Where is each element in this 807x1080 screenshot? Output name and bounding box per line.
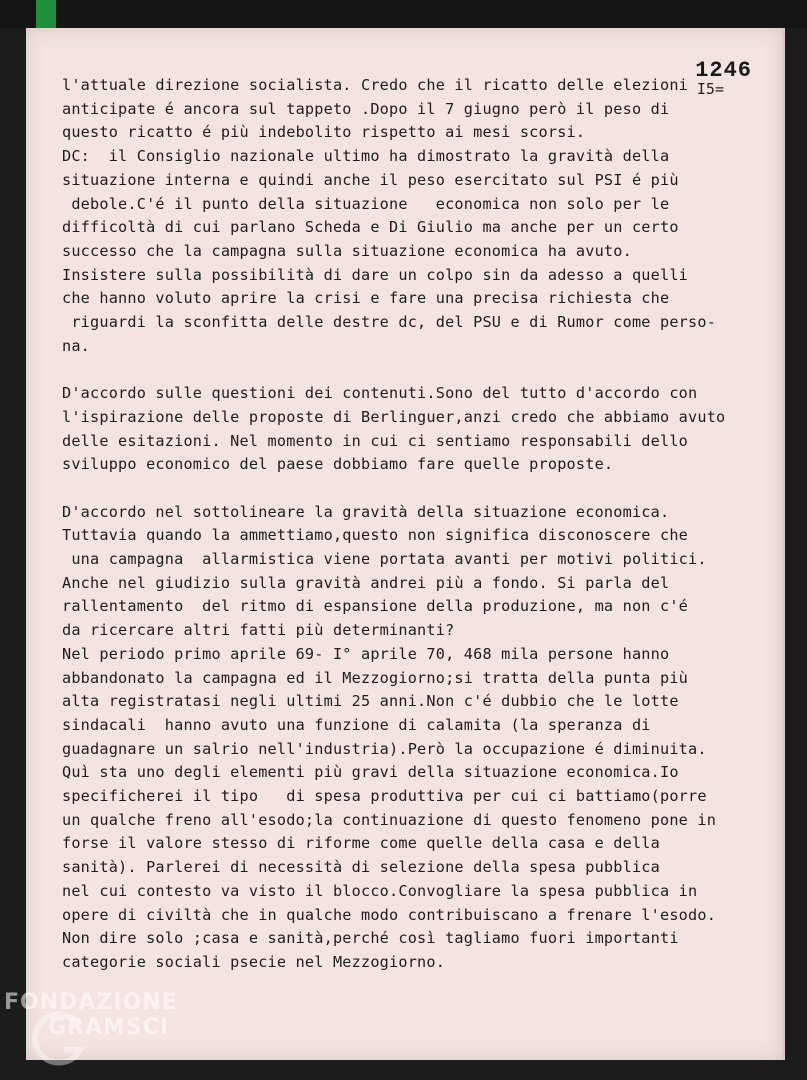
text-line: l'attuale direzione socialista. Credo che il ricatto delle elezioni: [62, 76, 689, 94]
text-line: l'ispirazione delle proposte di Berlinguer,anzi credo che abbiamo avuto: [62, 407, 726, 426]
watermark-line-1: FONDAZIONE: [4, 990, 178, 1015]
text-line: da ricercare altri fatti più determinanti?: [62, 621, 455, 640]
text-line: Nel periodo primo aprile 69- I° aprile 70, 468 mila persone hanno: [62, 644, 670, 663]
text-line: successo che la campagna sulla situazione economica ha avuto.: [62, 241, 632, 260]
text-line: questo ricatto é più indebolito rispetto ai mesi scorsi.: [62, 123, 586, 142]
text-line: Quì sta uno degli elementi più gravi della situazione economica.Io: [62, 763, 679, 782]
text-line: forse il valore stesso di riforme come quelle della casa e della: [62, 834, 660, 853]
text-line: una campagna allarmistica viene portata avanti per motivi politici.: [62, 550, 707, 569]
text-line: Tuttavia quando la ammettiamo,questo non significa disconoscere che: [62, 526, 689, 545]
text-line: che hanno voluto aprire la crisi e fare una precisa richiesta che: [62, 289, 670, 308]
text-line: D'accordo nel sottolineare la gravità della situazione economica.: [62, 502, 670, 521]
text-line: Non dire solo ;casa e sanità,perché così tagliamo fuori importanti: [62, 929, 679, 948]
section-number: I5=: [696, 80, 724, 98]
watermark-logo: [30, 1010, 90, 1070]
paragraph-gap: [62, 477, 752, 501]
text-line: opere di civiltà che in qualche modo contribuiscano a frenare l'esodo.: [62, 905, 717, 924]
text-line: riguardi la sconfitta delle destre dc, del PSU e di Rumor come perso-: [62, 313, 717, 332]
text-line: Anche nel giudizio sulla gravità andrei più a fondo. Si parla del: [62, 573, 670, 592]
text-line: D'accordo sulle questioni dei contenuti.Sono del tutto d'accordo con: [62, 384, 698, 403]
text-line: na.: [62, 336, 91, 355]
text-line: DC: il Consiglio nazionale ultimo ha dimostrato la gravità della: [62, 147, 670, 166]
typed-text-body: [62, 74, 752, 975]
text-line: sviluppo economico del paese dobbiamo fare quelle proposte.: [62, 455, 614, 474]
text-line: rallentamento del ritmo di espansione della produzione, ma non c'é: [62, 597, 689, 616]
text-line: anticipate é ancora sul tappeto .Dopo il 7 giugno però il peso di: [62, 99, 670, 118]
page-number: 1246: [695, 58, 752, 83]
paragraph-gap: [62, 358, 752, 382]
text-line: sanità). Parlerei di necessità di selezione della spesa pubblica: [62, 858, 660, 877]
text-line: Insistere sulla possibilità di dare un colpo sin da adesso a quelli: [62, 265, 689, 284]
text-line: difficoltà di cui parlano Scheda e Di Giulio ma anche per un certo: [62, 218, 679, 237]
text-line: guadagnare un salrio nell'industria).Però la occupazione é diminuita.: [62, 739, 707, 758]
binder-tab: [36, 0, 56, 30]
watermark-line-2: GRAMSCI: [48, 1015, 170, 1040]
text-line: abbandonato la campagna ed il Mezzogiorno;si tratta della punta più: [62, 668, 689, 687]
text-line: specificherei il tipo di spesa produttiva per cui ci battiamo(porre: [62, 787, 707, 806]
text-line: alta registratasi negli ultimi 25 anni.Non c'é dubbio che le lotte: [62, 692, 679, 711]
text-line: categorie sociali psecie nel Mezzogiorno.: [62, 952, 446, 971]
text-line: situazione interna e quindi anche il peso esercitato sul PSI é più: [62, 170, 679, 189]
text-line: nel cui contesto va visto il blocco.Convogliare la spesa pubblica in: [62, 881, 698, 900]
top-band: [0, 0, 807, 28]
text-line: delle esitazioni. Nel momento in cui ci sentiamo responsabili dello: [62, 431, 689, 450]
text-line: sindacali hanno avuto una funzione di calamita (la speranza di: [62, 715, 651, 734]
text-line: debole.C'é il punto della situazione economica non solo per le: [62, 194, 670, 213]
text-line: un qualche freno all'esodo;la continuazione di questo fenomeno pone in: [62, 810, 717, 829]
